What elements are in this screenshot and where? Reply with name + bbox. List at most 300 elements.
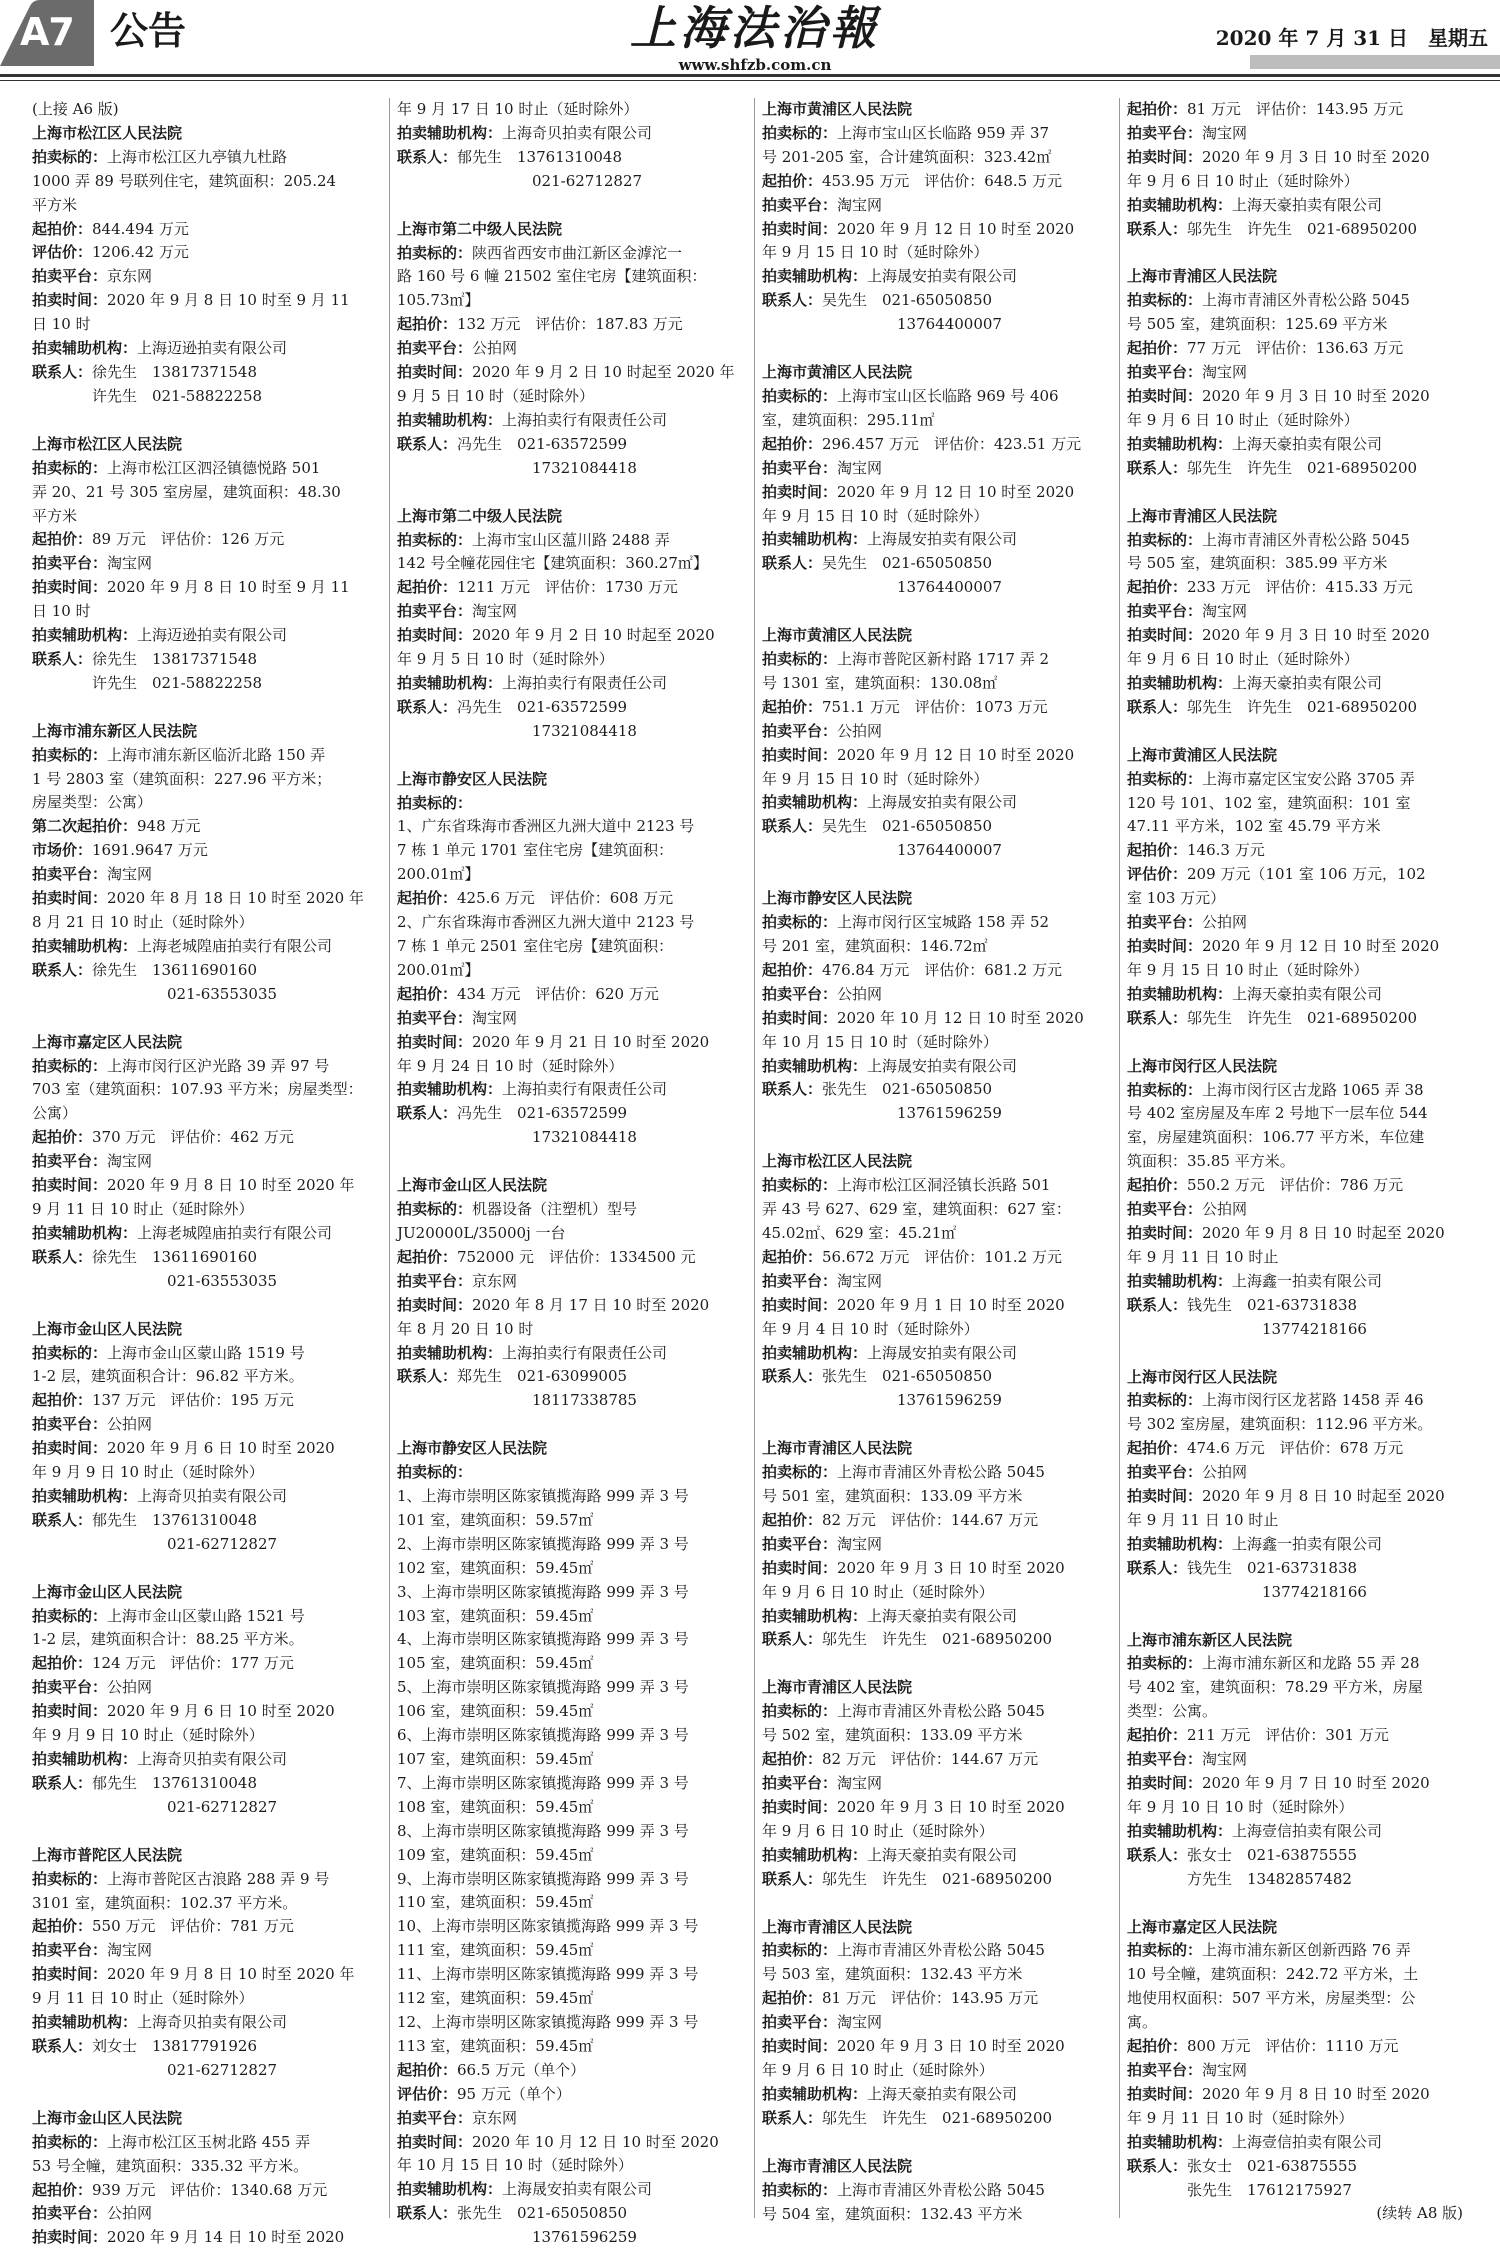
field-label: 拍卖平台： xyxy=(1127,913,1203,932)
field-value: 上海市宝山区蕰川路 2488 弄 xyxy=(472,530,670,549)
masthead-band xyxy=(1250,55,1500,69)
field-line xyxy=(397,1198,747,1222)
field-label: 拍卖时间： xyxy=(762,219,838,238)
page-tab xyxy=(0,0,94,66)
field-label: 拍卖平台： xyxy=(1127,1200,1203,1219)
field-line xyxy=(1127,1748,1477,1772)
field-line xyxy=(397,2107,747,2131)
field-value: 146.3 万元 xyxy=(1187,841,1265,860)
field-value: 邬先生 许先生 021-68950200 xyxy=(1187,1008,1418,1027)
field-value: 2020 年 8 月 18 日 10 时至 2020 年 xyxy=(107,889,364,908)
field-line xyxy=(397,1102,747,1126)
text-line: 号 402 室，建筑面积：78.29 平方米，房屋 xyxy=(1127,1678,1423,1697)
field-label: 联系人： xyxy=(762,291,823,310)
field-label: 拍卖平台： xyxy=(762,458,838,477)
field-value: 2020 年 9 月 21 日 10 时至 2020 xyxy=(472,1032,710,1051)
field-label: 拍卖平台： xyxy=(762,1534,838,1553)
field-label: 拍卖辅助机构： xyxy=(32,1486,138,1505)
field-label: 拍卖辅助机构： xyxy=(1127,984,1233,1003)
field-line xyxy=(32,1342,382,1366)
field-value: 张先生 021-65050850 xyxy=(457,2204,628,2223)
field-label: 拍卖时间： xyxy=(32,291,108,310)
text-line: 021-63553035 xyxy=(32,984,278,1003)
field-line xyxy=(32,1413,382,1437)
field-line xyxy=(1127,1007,1477,1031)
field-line xyxy=(1127,1724,1477,1748)
text-line: 53 号全幢，建筑面积：335.32 平方米。 xyxy=(32,2156,309,2175)
entry-gap xyxy=(1127,481,1477,505)
field-value: 公拍网 xyxy=(107,2204,153,2223)
text-line: 号 1301 室，建筑面积：130.08㎡ xyxy=(762,673,998,692)
entry-gap xyxy=(762,600,1112,624)
field-label: 联系人： xyxy=(32,362,93,381)
field-line xyxy=(762,1605,1112,1629)
field-line xyxy=(397,600,747,624)
field-line xyxy=(397,529,747,553)
field-line xyxy=(762,1294,1112,1318)
field-line xyxy=(1127,1198,1477,1222)
field-label: 联系人： xyxy=(397,697,458,716)
text-line: 年 9 月 24 日 10 时（延时除外） xyxy=(397,1056,624,1075)
field-label: 拍卖时间： xyxy=(762,1558,838,1577)
field-value: 公拍网 xyxy=(107,1415,153,1434)
field-line xyxy=(397,2178,747,2202)
entry-gap xyxy=(32,2083,382,2107)
field-value: 2020 年 9 月 8 日 10 时至 9 月 11 xyxy=(107,578,350,597)
field-value: 2020 年 9 月 14 日 10 时至 2020 xyxy=(107,2228,345,2247)
field-line xyxy=(32,959,382,983)
field-value: 上海市宝山区长临路 969 号 406 xyxy=(837,386,1059,405)
field-label: 拍卖辅助机构： xyxy=(397,123,503,142)
field-line xyxy=(32,1772,382,1796)
field-value: 81 万元 评估价：143.95 万元 xyxy=(1187,100,1404,118)
field-label: 拍卖时间： xyxy=(1127,386,1203,405)
field-value: 淘宝网 xyxy=(1202,1750,1248,1769)
text-line: 号 302 室房屋，建筑面积：112.96 平方米。 xyxy=(1127,1415,1433,1434)
field-line xyxy=(32,1939,382,1963)
field-line xyxy=(32,1485,382,1509)
court-name: 上海市青浦区人民法院 xyxy=(1127,267,1278,286)
field-line xyxy=(762,2107,1112,2131)
text-line: 112 室，建筑面积：59.45㎡ xyxy=(397,1989,594,2008)
text-line: 6、上海市崇明区陈家镇揽海路 999 弄 3 号 xyxy=(397,1726,689,1745)
text-line: 房屋类型：公寓） xyxy=(32,793,153,812)
field-value: 上海晟安拍卖有限公司 xyxy=(867,530,1018,549)
text-line: 113 室，建筑面积：59.45㎡ xyxy=(397,2036,594,2055)
page-number: A7 xyxy=(20,10,74,54)
field-value: 徐先生 13611690160 xyxy=(92,960,257,979)
field-label: 联系人： xyxy=(1127,1558,1188,1577)
field-value: 233 万元 评估价：415.33 万元 xyxy=(1187,578,1413,597)
text-line: 年 9 月 11 日 10 时（延时除外） xyxy=(1127,2108,1354,2127)
text-line: 年 9 月 9 日 10 时止（延时除外） xyxy=(32,1463,264,1482)
field-value: 张先生 021-65050850 xyxy=(822,1367,993,1386)
field-label: 拍卖时间： xyxy=(762,1008,838,1027)
text-line: 18117338785 xyxy=(397,1391,637,1410)
field-value: 上海迈逊拍卖有限公司 xyxy=(137,626,288,645)
masthead-rule-thin xyxy=(0,80,1500,81)
field-label: 拍卖标的： xyxy=(397,530,473,549)
text-line: 021-62712827 xyxy=(32,1797,278,1816)
field-value: 淘宝网 xyxy=(1202,2060,1248,2079)
text-line: 号 505 室，建筑面积：385.99 平方米 xyxy=(1127,554,1388,573)
text-line: 年 9 月 17 日 10 时止（延时除外） xyxy=(397,100,639,118)
field-label: 拍卖时间： xyxy=(32,1176,108,1195)
field-label: 拍卖时间： xyxy=(1127,1487,1203,1506)
text-line: 17321084418 xyxy=(397,721,637,740)
field-label: 拍卖标的： xyxy=(762,2180,838,2199)
field-label: 联系人： xyxy=(1127,458,1188,477)
field-label: 拍卖平台： xyxy=(32,1415,108,1434)
text-line: 4、上海市崇明区陈家镇揽海路 999 弄 3 号 xyxy=(397,1630,689,1649)
field-label: 拍卖时间： xyxy=(1127,147,1203,166)
text-line: 许先生 021-58822258 xyxy=(32,673,263,692)
text-line: 10、上海市崇明区陈家镇揽海路 999 弄 3 号 xyxy=(397,1917,699,1936)
text-line: 室，建筑面积：295.11㎡ xyxy=(762,410,935,429)
field-value: 邬先生 许先生 021-68950200 xyxy=(822,1869,1053,1888)
field-line xyxy=(762,289,1112,313)
field-value: 上海拍卖行有限责任公司 xyxy=(502,1343,668,1362)
text-line: 108 室，建筑面积：59.45㎡ xyxy=(397,1797,594,1816)
field-label: 拍卖时间： xyxy=(1127,2084,1203,2103)
field-line xyxy=(762,791,1112,815)
court-name: 上海市黄浦区人民法院 xyxy=(762,363,913,382)
text-line: 号 501 室，建筑面积：133.09 平方米 xyxy=(762,1487,1023,1506)
field-line xyxy=(762,122,1112,146)
field-line xyxy=(1127,2155,1477,2179)
field-value: 钱先生 021-63731838 xyxy=(1187,1558,1358,1577)
field-label: 拍卖标的： xyxy=(32,2132,108,2151)
field-label: 起拍价： xyxy=(397,2060,458,2079)
field-value: 211 万元 评估价：301 万元 xyxy=(1187,1726,1389,1745)
field-value: 淘宝网 xyxy=(1202,602,1248,621)
text-line: 7 栋 1 单元 2501 室住宅房【建筑面积： xyxy=(397,937,674,955)
field-value: 上海奇贝拍卖有限公司 xyxy=(137,1486,288,1505)
field-line xyxy=(1127,1294,1477,1318)
field-value: 2020 年 10 月 12 日 10 时至 2020 xyxy=(837,1008,1084,1027)
text-line: 101 室，建筑面积：59.57㎡ xyxy=(397,1510,594,1529)
text-line: 8、上海市崇明区陈家镇揽海路 999 弄 3 号 xyxy=(397,1821,689,1840)
field-value: 上海市浦东新区和龙路 55 弄 28 xyxy=(1202,1654,1420,1673)
field-value: 2020 年 9 月 3 日 10 时至 2020 xyxy=(1202,386,1430,405)
field-value: 陕西省西安市曲江新区金滹沱一 xyxy=(472,243,683,262)
field-line xyxy=(1127,1461,1477,1485)
field-value: 209 万元（101 室 106 万元，102 xyxy=(1187,865,1426,884)
field-line xyxy=(1127,983,1477,1007)
text-line: 109 室，建筑面积：59.45㎡ xyxy=(397,1845,594,1864)
field-value: 郑先生 021-63099005 xyxy=(457,1367,628,1386)
entry-gap xyxy=(397,481,747,505)
field-line xyxy=(32,576,382,600)
continued-note: (续转 A8 版) xyxy=(1376,2204,1463,2223)
field-value: 淘宝网 xyxy=(837,458,883,477)
field-value: 上海市松江区泗泾镇德悦路 501 xyxy=(107,458,321,477)
field-value: 刘女士 13817791926 xyxy=(92,2036,257,2055)
court-name: 上海市青浦区人民法院 xyxy=(762,1678,913,1697)
field-label: 拍卖标的： xyxy=(1127,291,1203,310)
field-value: 2020 年 8 月 17 日 10 时至 2020 xyxy=(472,1295,710,1314)
field-value: 95 万元（单个） xyxy=(457,2084,571,2103)
field-value: 56.672 万元 评估价：101.2 万元 xyxy=(822,1247,1062,1266)
field-label: 拍卖标的： xyxy=(32,1606,108,1625)
field-label: 拍卖辅助机构： xyxy=(1127,673,1233,692)
field-value: 2020 年 9 月 8 日 10 时至 9 月 11 xyxy=(107,291,350,310)
field-label: 联系人： xyxy=(762,554,823,573)
field-line xyxy=(32,648,382,672)
field-line xyxy=(1127,1437,1477,1461)
text-line: 年 9 月 6 日 10 时止（延时除外） xyxy=(762,1821,994,1840)
field-label: 拍卖时间： xyxy=(397,626,473,645)
field-value: 淘宝网 xyxy=(107,1152,153,1171)
field-value: 2020 年 9 月 3 日 10 时至 2020 xyxy=(837,2037,1065,2056)
court-name: 上海市金山区人民法院 xyxy=(32,2108,183,2127)
field-label: 拍卖平台： xyxy=(397,1008,473,1027)
field-line xyxy=(32,1150,382,1174)
field-label: 起拍价： xyxy=(1127,1176,1188,1195)
field-value: 550 万元 评估价：781 万元 xyxy=(92,1917,294,1936)
field-label: 拍卖时间： xyxy=(397,1032,473,1051)
field-label: 起拍价： xyxy=(762,1989,823,2008)
text-line: 1-2 层，建筑面积合计：96.82 平方米。 xyxy=(32,1367,304,1386)
field-value: 2020 年 9 月 8 日 10 时至 2020 年 xyxy=(107,1965,355,1984)
field-line xyxy=(762,1509,1112,1533)
field-value: 89 万元 评估价：126 万元 xyxy=(92,530,285,549)
field-value: 上海市松江区玉树北路 455 弄 xyxy=(107,2132,311,2151)
field-label: 拍卖辅助机构： xyxy=(397,1080,503,1099)
field-label: 拍卖辅助机构： xyxy=(32,339,138,358)
field-label: 拍卖平台： xyxy=(1127,602,1203,621)
text-line: 年 9 月 15 日 10 时（延时除外） xyxy=(762,769,989,788)
field-label: 市场价： xyxy=(32,841,93,860)
text-line: 120 号 101、102 室，建筑面积：101 室 xyxy=(1127,793,1411,812)
field-line xyxy=(397,361,747,385)
field-label: 起拍价： xyxy=(397,578,458,597)
column-1 xyxy=(32,98,382,2247)
field-line xyxy=(1127,361,1477,385)
field-line xyxy=(32,2035,382,2059)
field-label: 评估价： xyxy=(32,243,93,262)
field-line xyxy=(397,433,747,457)
field-line xyxy=(397,624,747,648)
field-line xyxy=(32,1676,382,1700)
field-line xyxy=(762,1055,1112,1079)
text-line: 1、广东省珠海市香洲区九洲大道中 2123 号 xyxy=(397,817,695,836)
field-line xyxy=(397,1078,747,1102)
text-line: 021-63553035 xyxy=(32,1271,278,1290)
field-value: 上海老城隍庙拍卖行有限公司 xyxy=(137,1223,333,1242)
field-line xyxy=(32,289,382,313)
text-line: 年 9 月 11 日 10 时止 xyxy=(1127,1510,1279,1529)
text-line: 107 室，建筑面积：59.45㎡ xyxy=(397,1750,594,1768)
text-line: 号 402 室房屋及车库 2 号地下一层车位 544 xyxy=(1127,1104,1428,1123)
field-label: 拍卖标的： xyxy=(397,1200,473,1219)
field-value: 474.6 万元 评估价：678 万元 xyxy=(1187,1439,1404,1458)
field-value: 京东网 xyxy=(107,267,153,286)
field-label: 拍卖时间： xyxy=(32,1965,108,1984)
entry-gap xyxy=(32,409,382,433)
text-line: 年 8 月 20 日 10 时 xyxy=(397,1319,534,1338)
text-line: 年 9 月 11 日 10 时止 xyxy=(1127,1247,1279,1266)
field-label: 拍卖时间： xyxy=(1127,937,1203,955)
field-line xyxy=(397,1031,747,1055)
field-line xyxy=(762,1748,1112,1772)
text-line: 45.02㎡、629 室：45.21㎡ xyxy=(762,1223,957,1242)
field-value: 上海市金山区蒙山路 1519 号 xyxy=(107,1343,305,1362)
field-value: 425.6 万元 评估价：608 万元 xyxy=(457,889,674,908)
field-label: 联系人： xyxy=(32,2036,93,2055)
field-value: 2020 年 9 月 8 日 10 时至 2020 年 xyxy=(107,1176,355,1195)
field-value: 京东网 xyxy=(472,1271,518,1290)
field-line xyxy=(397,146,747,170)
field-label: 拍卖平台： xyxy=(762,1271,838,1290)
field-line xyxy=(32,1126,382,1150)
text-line: 7、上海市崇明区陈家镇揽海路 999 弄 3 号 xyxy=(397,1773,689,1792)
text-line: 弄 20、21 号 305 室房屋，建筑面积：48.30 xyxy=(32,482,341,501)
entry-gap xyxy=(1127,1892,1477,1916)
field-line xyxy=(762,959,1112,983)
field-label: 拍卖标的： xyxy=(32,1869,108,1888)
text-line: 3101 室，建筑面积：102.37 平方米。 xyxy=(32,1893,298,1912)
field-label: 拍卖辅助机构： xyxy=(32,2013,138,2032)
field-value: 752000 元 评估价：1334500 元 xyxy=(457,1247,696,1266)
field-value: 上海市闵行区宝城路 158 弄 52 xyxy=(837,913,1050,932)
field-line xyxy=(397,2131,747,2155)
field-value: 上海天豪拍卖有限公司 xyxy=(1232,434,1383,453)
field-line xyxy=(32,1174,382,1198)
field-line xyxy=(1127,1939,1477,1963)
field-line xyxy=(762,1007,1112,1031)
field-label: 拍卖标的： xyxy=(762,913,838,932)
field-line xyxy=(762,481,1112,505)
field-value: 2020 年 9 月 8 日 10 时至 2020 xyxy=(1202,2084,1430,2103)
field-label: 拍卖平台： xyxy=(1127,363,1203,382)
field-line xyxy=(1127,1772,1477,1796)
text-line: 号 201-205 室，合计建筑面积：323.42㎡ xyxy=(762,147,1052,166)
field-line xyxy=(397,983,747,1007)
text-line: 年 10 月 15 日 10 时（延时除外） xyxy=(762,1032,998,1051)
field-line xyxy=(32,1605,382,1629)
field-label: 拍卖标的： xyxy=(762,1176,838,1195)
field-value: 2020 年 9 月 8 日 10 时起至 2020 xyxy=(1202,1223,1445,1242)
field-label: 起拍价： xyxy=(1127,100,1188,118)
field-line xyxy=(762,194,1112,218)
field-label: 联系人： xyxy=(397,434,458,453)
field-line xyxy=(1127,1222,1477,1246)
text-line: 9 月 5 日 10 时（延时除外） xyxy=(397,386,595,405)
field-label: 拍卖时间： xyxy=(32,2228,108,2247)
field-line xyxy=(762,433,1112,457)
field-label: 联系人： xyxy=(32,649,93,668)
field-label: 联系人： xyxy=(1127,1008,1188,1027)
text-line: 13761596259 xyxy=(397,2228,637,2247)
field-label: 拍卖平台： xyxy=(1127,2060,1203,2079)
text-line: 5、上海市崇明区陈家镇揽海路 999 弄 3 号 xyxy=(397,1678,689,1697)
field-value: 2020 年 9 月 3 日 10 时至 2020 xyxy=(837,1558,1065,1577)
court-name: 上海市静安区人民法院 xyxy=(762,889,913,908)
column-4 xyxy=(1127,98,1477,2223)
field-line xyxy=(762,1270,1112,1294)
text-line: 年 9 月 15 日 10 时（延时除外） xyxy=(762,506,989,525)
field-value: 上海市金山区蒙山路 1521 号 xyxy=(107,1606,305,1625)
text-line: 年 9 月 6 日 10 时止（延时除外） xyxy=(1127,650,1359,669)
section-title: 公告 xyxy=(110,9,187,53)
field-line xyxy=(1127,1820,1477,1844)
field-value: 吴先生 021-65050850 xyxy=(822,817,993,836)
field-line xyxy=(1127,457,1477,481)
field-line xyxy=(32,2226,382,2250)
field-value: 上海奇贝拍卖有限公司 xyxy=(137,1750,288,1768)
field-label: 联系人： xyxy=(762,1869,823,1888)
field-value: 82 万元 评估价：144.67 万元 xyxy=(822,1750,1039,1769)
field-label: 拍卖平台： xyxy=(1127,1463,1203,1482)
entry-gap xyxy=(762,863,1112,887)
field-label: 拍卖辅助机构： xyxy=(1127,1821,1233,1840)
text-line: 12、上海市崇明区陈家镇揽海路 999 弄 3 号 xyxy=(397,2012,699,2031)
field-label: 起拍价： xyxy=(1127,841,1188,860)
text-line: 9、上海市崇明区陈家镇揽海路 999 弄 3 号 xyxy=(397,1869,689,1888)
field-label: 拍卖辅助机构： xyxy=(397,410,503,429)
field-label: 拍卖平台： xyxy=(397,2108,473,2127)
field-value: 137 万元 评估价：195 万元 xyxy=(92,1391,294,1410)
field-value: 2020 年 10 月 12 日 10 时至 2020 xyxy=(472,2132,719,2151)
text-line: 103 室，建筑面积：59.45㎡ xyxy=(397,1606,594,1625)
field-label: 拍卖标的： xyxy=(397,243,473,262)
field-label: 联系人： xyxy=(1127,697,1188,716)
field-line xyxy=(32,2011,382,2035)
field-label: 拍卖标的： xyxy=(397,793,473,812)
field-label: 拍卖辅助机构： xyxy=(32,1223,138,1242)
text-line: 年 9 月 6 日 10 时止（延时除外） xyxy=(762,2060,994,2079)
text-line: 8 月 21 日 10 时止（延时除外） xyxy=(32,913,254,931)
field-value: 淘宝网 xyxy=(472,602,518,621)
text-line: 7 栋 1 单元 1701 室住宅房【建筑面积： xyxy=(397,841,674,860)
field-label: 拍卖平台： xyxy=(762,721,838,740)
field-value: 948 万元 xyxy=(137,817,201,836)
text-line: 号 502 室，建筑面积：133.09 平方米 xyxy=(762,1726,1023,1745)
field-label: 拍卖标的： xyxy=(397,1463,473,1482)
field-line xyxy=(762,720,1112,744)
text-line: 年 9 月 9 日 10 时止（延时除外） xyxy=(32,1726,264,1745)
field-label: 拍卖时间： xyxy=(762,1797,838,1816)
text-line: 年 9 月 10 日 10 时（延时除外） xyxy=(1127,1797,1354,1816)
field-label: 拍卖辅助机构： xyxy=(32,936,138,955)
field-value: 上海市嘉定区宝安公路 3705 弄 xyxy=(1202,769,1415,788)
field-value: 上海市普陀区新村路 1717 弄 2 xyxy=(837,650,1050,669)
field-label: 评估价： xyxy=(1127,865,1188,884)
field-value: 淘宝网 xyxy=(837,1271,883,1290)
field-label: 起拍价： xyxy=(1127,339,1188,358)
field-line xyxy=(32,1652,382,1676)
field-value: 751.1 万元 评估价：1073 万元 xyxy=(822,697,1048,716)
field-line xyxy=(1127,696,1477,720)
field-line xyxy=(1127,1174,1477,1198)
field-value: 邬先生 许先生 021-68950200 xyxy=(822,1630,1053,1649)
field-line xyxy=(1127,863,1477,887)
field-value: 钱先生 021-63731838 xyxy=(1187,1295,1358,1314)
field-value: 2020 年 9 月 7 日 10 时至 2020 xyxy=(1202,1774,1430,1792)
field-label: 拍卖标的： xyxy=(32,1056,108,1075)
field-line xyxy=(762,1772,1112,1796)
field-value: 冯先生 021-63572599 xyxy=(457,697,628,716)
court-name: 上海市黄浦区人民法院 xyxy=(762,100,913,118)
text-line: 1、上海市崇明区陈家镇揽海路 999 弄 3 号 xyxy=(397,1487,689,1506)
field-label: 拍卖标的： xyxy=(32,147,108,166)
text-line: 年 9 月 4 日 10 时（延时除外） xyxy=(762,1319,979,1338)
text-line: 021-62712827 xyxy=(397,171,643,190)
field-line xyxy=(1127,2083,1477,2107)
field-value: 冯先生 021-63572599 xyxy=(457,1104,628,1123)
field-line xyxy=(762,744,1112,768)
